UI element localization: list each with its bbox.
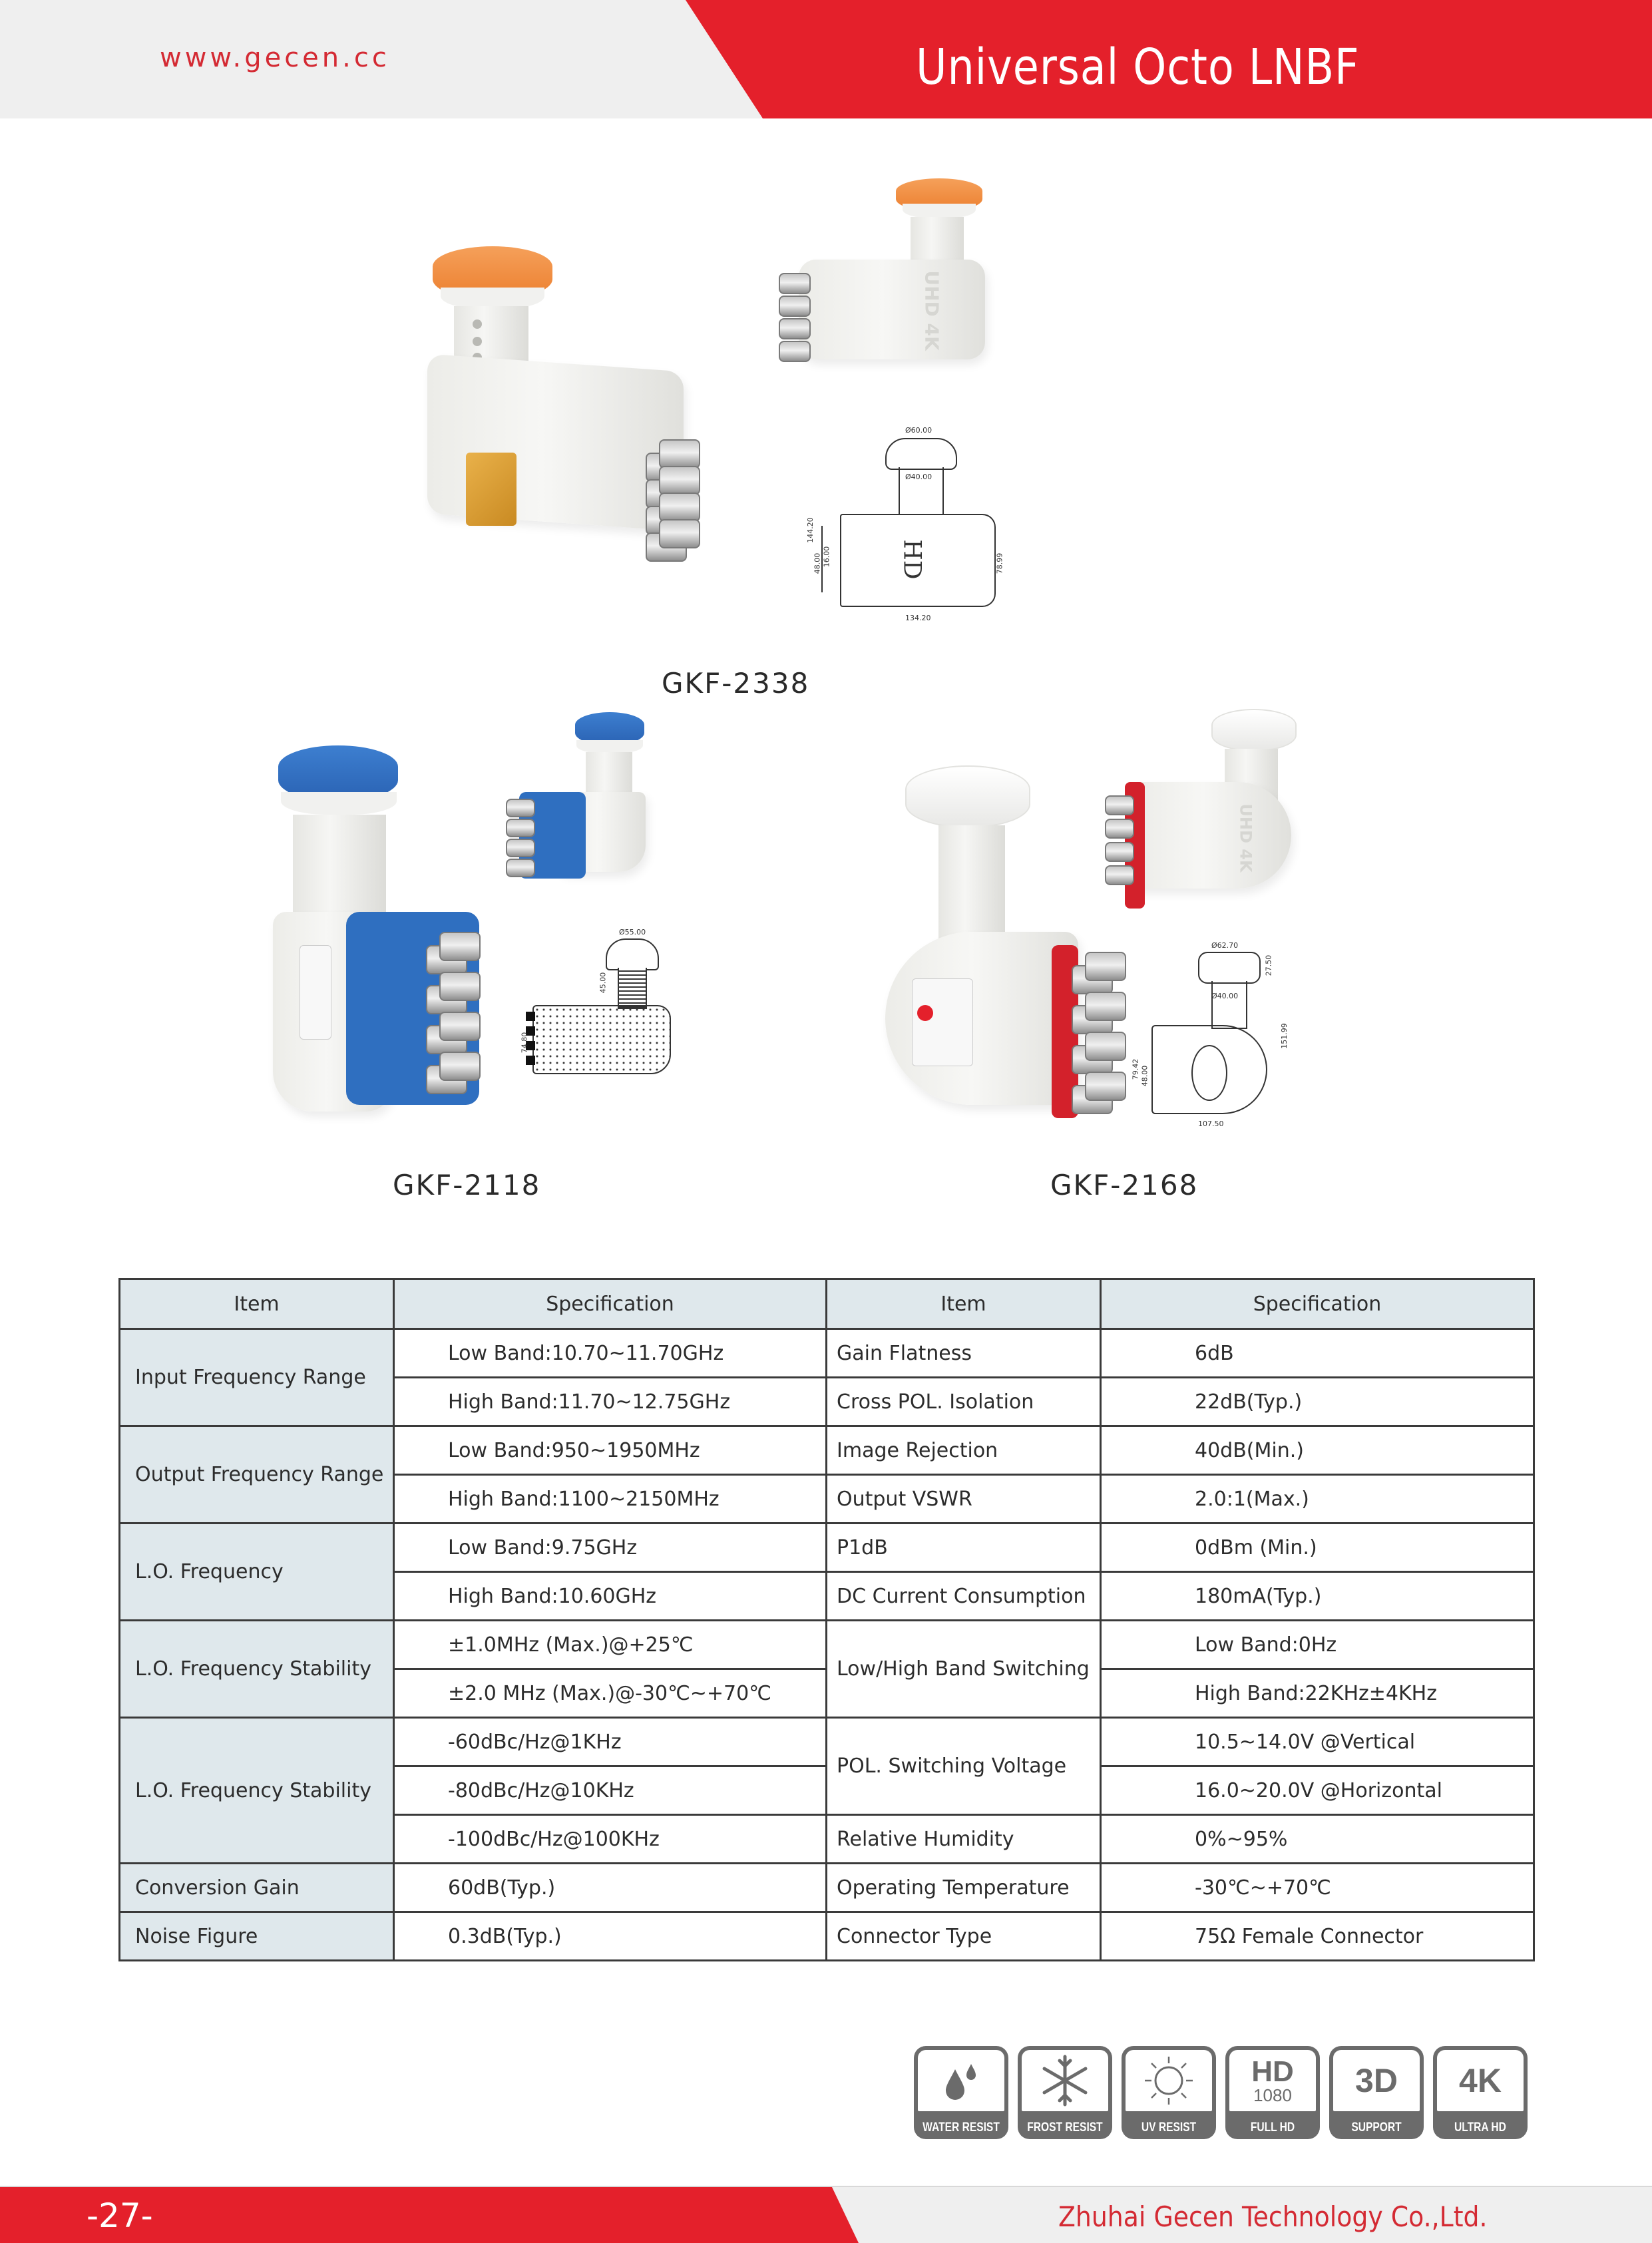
dim-label: 48.00 [813, 552, 822, 574]
spec-value: High Band:10.60GHz [394, 1572, 827, 1621]
spec-value: Low Band:10.70~11.70GHz [394, 1329, 827, 1378]
table-row [120, 1912, 1534, 1961]
model-label: GKF-2338 [662, 667, 810, 700]
item-label: Noise Figure [120, 1912, 394, 1961]
dim-label: 78.99 [995, 552, 1004, 574]
product-render-side [506, 712, 672, 899]
dim-label: 16.00 [822, 546, 831, 568]
table-row [120, 1426, 1534, 1475]
badge-water-resist [914, 2046, 1008, 2139]
badge-frost-resist [1018, 2046, 1112, 2139]
dim-label: Ø55.00 [619, 928, 646, 936]
feature-badges [914, 2046, 1528, 2139]
spec-value: High Band:1100~2150MHz [394, 1475, 827, 1524]
product-render-main [885, 765, 1112, 1138]
product-render-main [426, 240, 732, 639]
product-render-side [1092, 709, 1298, 922]
dim-label: 27.50 [1264, 954, 1273, 976]
spec-value: -80dBc/Hz@10KHz [394, 1766, 827, 1815]
dim-label: Ø60.00 [905, 426, 932, 435]
spec-value: ±1.0MHz (Max.)@+25℃ [394, 1621, 827, 1669]
item-label: Gain Flatness [827, 1329, 1101, 1378]
item-label: Connector Type [827, 1912, 1101, 1961]
spec-value: 22dB(Typ.) [1101, 1378, 1534, 1426]
hd-glyph: HD [1251, 2055, 1294, 2088]
model-label: GKF-2118 [393, 1169, 541, 1201]
specification-table [118, 1278, 1535, 1961]
product-gkf-2338 [0, 0, 1652, 706]
product-gkf-2168 [825, 706, 1652, 1211]
spec-value: 40dB(Min.) [1101, 1426, 1534, 1475]
website-link[interactable]: www.gecen.cc [160, 43, 390, 73]
badge-uv-resist [1122, 2046, 1216, 2139]
column-header: Item [120, 1279, 394, 1329]
spec-value: Low Band:0Hz [1101, 1621, 1534, 1669]
technical-drawing: HD Ø60.00 Ø40.00 144.20 48.00 16.00 78.99 134.20 [805, 426, 1004, 622]
dim-label: Ø40.00 [1211, 992, 1239, 1000]
dim-label: 74.80 [520, 1032, 529, 1054]
4k-icon: 4K [1437, 2050, 1524, 2111]
page-title: Universal Octo LNBF [916, 39, 1360, 96]
dim-label: 144.20 [805, 517, 815, 543]
spec-value: 6dB [1101, 1329, 1534, 1378]
badge-label: WATER RESIST [923, 2121, 1000, 2135]
product-label [912, 978, 973, 1066]
spec-value: High Band:22KHz±4KHz [1101, 1669, 1534, 1718]
dim-label: Ø40.00 [905, 473, 932, 481]
badge-4k-ultra-hd [1433, 2046, 1528, 2139]
dim-label: 45.00 [598, 972, 608, 994]
table-row [120, 1718, 1534, 1766]
water-drops-icon [918, 2050, 1004, 2111]
dim-label: 48.00 [1140, 1065, 1149, 1087]
spec-value: 60dB(Typ.) [394, 1864, 827, 1912]
spec-value: 0.3dB(Typ.) [394, 1912, 827, 1961]
spec-value: -100dBc/Hz@100KHz [394, 1815, 827, 1864]
table-row [120, 1524, 1534, 1572]
badge-label: UV RESIST [1141, 2121, 1197, 2135]
spec-value: Low Band:950~1950MHz [394, 1426, 827, 1475]
dim-label: Ø62.70 [1211, 941, 1239, 950]
item-label: L.O. Frequency [120, 1524, 394, 1621]
badge-full-hd [1225, 2046, 1320, 2139]
hd-1080-icon [1229, 2050, 1316, 2111]
dim-label: 107.50 [1198, 1120, 1224, 1128]
item-label: Output VSWR [827, 1475, 1101, 1524]
spec-value: ±2.0 MHz (Max.)@-30℃~+70℃ [394, 1669, 827, 1718]
spec-value: 0%~95% [1101, 1815, 1534, 1864]
page-number: -27- [87, 2196, 153, 2235]
gecen-logo-icon [917, 1005, 933, 1021]
dim-label: 79.42 [1131, 1058, 1140, 1080]
dim-label: 151.99 [1279, 1023, 1289, 1049]
item-label: Operating Temperature [827, 1864, 1101, 1912]
item-label: Relative Humidity [827, 1815, 1101, 1864]
badge-label: FROST RESIST [1027, 2121, 1103, 2135]
table-row [120, 1329, 1534, 1378]
snowflake-icon [1022, 2050, 1108, 2111]
technical-drawing [1118, 932, 1305, 1158]
item-label: Conversion Gain [120, 1864, 394, 1912]
uhd-4k-emboss: UHD 4K [921, 270, 943, 351]
gold-label [466, 453, 516, 526]
item-label: L.O. Frequency Stability [120, 1621, 394, 1718]
product-render-side [772, 173, 985, 413]
badge-label: ULTRA HD [1454, 2121, 1506, 2135]
item-label: Image Rejection [827, 1426, 1101, 1475]
item-label: P1dB [827, 1524, 1101, 1572]
badge-3d-support [1329, 2046, 1424, 2139]
technical-drawing [519, 918, 679, 1145]
item-label: Output Frequency Range [120, 1426, 394, 1524]
table-row [120, 1621, 1534, 1669]
item-label: Low/High Band Switching [827, 1621, 1101, 1718]
item-label: L.O. Frequency Stability [120, 1718, 394, 1864]
product-render-main [273, 745, 499, 1145]
badge-label: FULL HD [1250, 2121, 1295, 2135]
spec-value: 180mA(Typ.) [1101, 1572, 1534, 1621]
badge-label: SUPPORT [1351, 2121, 1402, 2135]
dim-label: 134.20 [905, 614, 931, 622]
spec-value: -30℃~+70℃ [1101, 1864, 1534, 1912]
item-label: Cross POL. Isolation [827, 1378, 1101, 1426]
uhd-4k-emboss: UHD 4K [1236, 803, 1255, 873]
spec-value: 0dBm (Min.) [1101, 1524, 1534, 1572]
column-header: Specification [394, 1279, 827, 1329]
spec-value: 2.0:1(Max.) [1101, 1475, 1534, 1524]
item-label: DC Current Consumption [827, 1572, 1101, 1621]
product-gkf-2118 [0, 706, 825, 1211]
sun-icon [1126, 2050, 1212, 2111]
spec-value: High Band:11.70~12.75GHz [394, 1378, 827, 1426]
1080-glyph: 1080 [1253, 2085, 1292, 2105]
spec-value: 16.0~20.0V @Horizontal [1101, 1766, 1534, 1815]
item-label: POL. Switching Voltage [827, 1718, 1101, 1815]
spec-value: Low Band:9.75GHz [394, 1524, 827, 1572]
spec-value: 75Ω Female Connector [1101, 1912, 1534, 1961]
column-header: Specification [1101, 1279, 1534, 1329]
item-label: Input Frequency Range [120, 1329, 394, 1426]
company-name: Zhuhai Gecen Technology Co.,Ltd. [1058, 2200, 1488, 2233]
model-label: GKF-2168 [1050, 1169, 1199, 1201]
page-footer [0, 2186, 1652, 2243]
spec-value: -60dBc/Hz@1KHz [394, 1718, 827, 1766]
table-row [120, 1864, 1534, 1912]
table-header-row [120, 1279, 1534, 1329]
spec-value: 10.5~14.0V @Vertical [1101, 1718, 1534, 1766]
product-label [300, 945, 331, 1040]
column-header: Item [827, 1279, 1101, 1329]
3d-icon: 3D [1333, 2050, 1420, 2111]
